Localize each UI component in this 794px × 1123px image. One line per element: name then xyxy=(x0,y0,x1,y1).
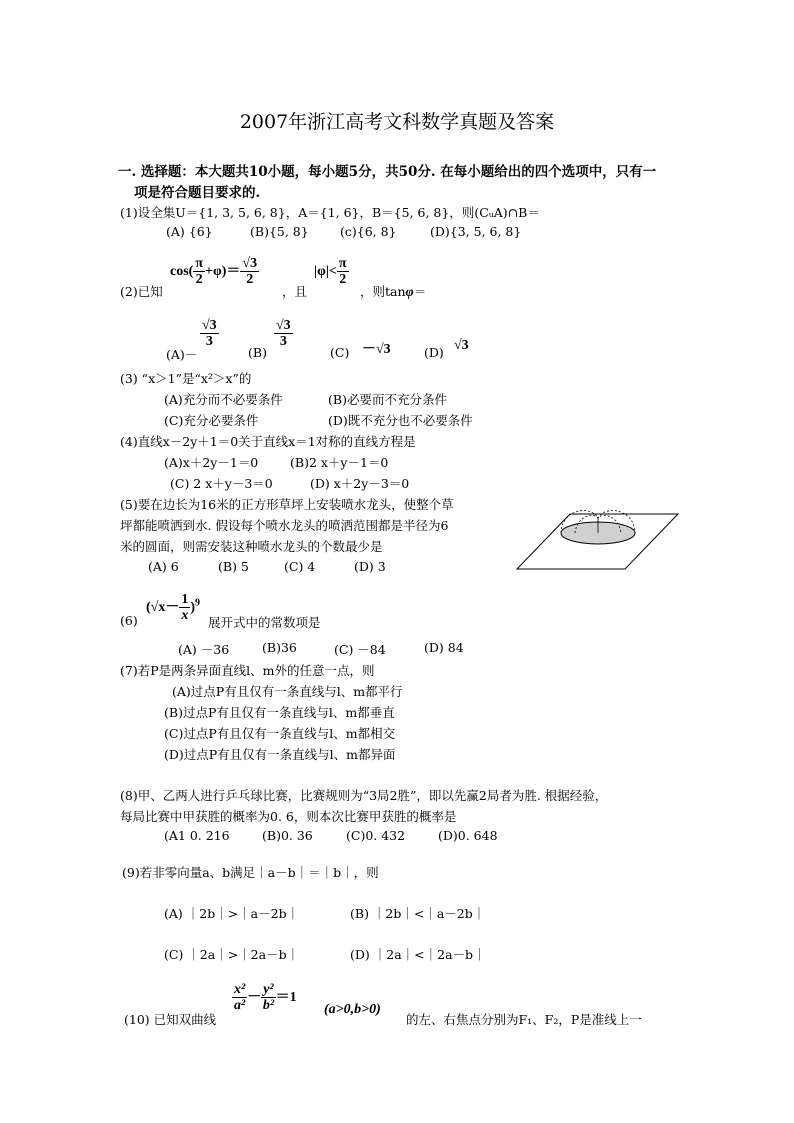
q3-option-c: (C)充分必要条件 xyxy=(164,413,259,428)
q2-tail: ，则tanφ＝ xyxy=(360,284,427,300)
page-title: 2007年浙江高考文科数学真题及答案 xyxy=(239,111,555,133)
q6-binomial-expr: (√x－ $\frac{1}{x}$ )$^9$ xyxy=(146,592,201,624)
sprinkler-figure xyxy=(515,500,680,572)
q2-mid: ，且 xyxy=(282,284,308,299)
q10-hyperbola-equation: $\frac{\text{x²}}{\text{a²}}$ － $\frac{\text{y²}}{\text{b²}}$ ＝1 xyxy=(234,982,297,1014)
question-5-line1: (5)要在边长为16米的正方形草坪上安装喷水龙头，使整个草 xyxy=(120,497,454,512)
q6-option-a: (A) －36 xyxy=(178,642,230,657)
question-9-stem: (9)若非零向量a、b满足｜a－b｜＝｜b｜，则 xyxy=(122,865,379,880)
section-heading: 一. 选择题：本大题共10小题，每小题5分，共50分. 在每小题给出的四个选项中，只有一 xyxy=(118,164,657,180)
q2-option-b-value: $\frac{√3}{3}$ xyxy=(276,318,291,350)
q8-option-c: (C)0. 432 xyxy=(346,828,406,843)
q3-option-a: (A)充分而不必要条件 xyxy=(164,392,283,407)
question-8-line2: 每局比赛中甲获胜的概率为0. 6，则本次比赛甲获胜的概率是 xyxy=(120,809,457,824)
q1-option-a: (A) {6} xyxy=(166,224,213,239)
q2-cos-formula: cos( $\frac{\pi}{2}$ +φ)＝ $\frac{√3}{2}$ xyxy=(170,256,258,288)
q5-option-a: (A) 6 xyxy=(148,559,179,574)
question-1-stem: (1)设全集U＝{1, 3, 5, 6, 8}，A＝{1, 6}，B＝{5, 6, 8}，则(CᵤA)∩B＝ xyxy=(120,205,540,220)
q2-option-a: (A)－ xyxy=(166,347,198,362)
question-5-line2: 坪都能喷洒到水. 假设每个喷水龙头的喷洒范围都是半径为6 xyxy=(120,518,449,533)
q2-option-d: (D) xyxy=(424,345,444,360)
q7-option-d: (D)过点P有且仅有一条直线与l、m都异面 xyxy=(164,747,396,762)
q2-option-a-value: $\frac{√3}{3}$ xyxy=(202,318,217,350)
q4-option-d: (D) x＋2y－3＝0 xyxy=(310,476,410,491)
q6-lead: (6) xyxy=(120,613,138,628)
q9-option-d: (D) ｜2a｜<｜2a－b｜ xyxy=(350,947,486,962)
q3-option-b: (B)必要而不充分条件 xyxy=(328,392,447,407)
q5-option-b: (B) 5 xyxy=(218,559,249,574)
q3-option-d: (D)既不充分也不必要条件 xyxy=(328,413,473,428)
question-4-stem: (4)直线x－2y＋1＝0关于直线x＝1对称的直线方程是 xyxy=(120,434,416,449)
q6-option-c: (C) －84 xyxy=(334,642,386,657)
q4-option-c: (C) 2 x＋y－3＝0 xyxy=(170,476,273,491)
q6-stem: 展开式中的常数项是 xyxy=(208,615,321,630)
q2-option-d-value: √3 xyxy=(454,338,469,353)
q1-option-b: (B){5, 8} xyxy=(250,224,309,239)
question-8-line1: (8)甲、乙两人进行乒乓球比赛，比赛规则为“3局2胜”，即以先赢2局者为胜. 根据经验， xyxy=(120,788,608,803)
question-3-stem: (3) “x＞1”是“x²＞x”的 xyxy=(120,371,252,386)
q6-option-b: (B)36 xyxy=(262,640,297,655)
q8-option-a: (A1 0. 216 xyxy=(164,828,230,843)
q2-option-c-value: －√3 xyxy=(362,342,391,357)
q2-option-c: (C) xyxy=(330,345,350,360)
q8-option-b: (B)0. 36 xyxy=(262,828,313,843)
q7-option-c: (C)过点P有且仅有一条直线与l、m都相交 xyxy=(164,726,396,741)
question-7-stem: (7)若P是两条异面直线l、m外的任意一点，则 xyxy=(120,663,375,678)
q6-option-d: (D) 84 xyxy=(424,640,464,655)
q7-option-a: (A)过点P有且仅有一条直线与l、m都平行 xyxy=(172,684,403,699)
q5-option-d: (D) 3 xyxy=(354,559,386,574)
q4-option-b: (B)2 x＋y－1＝0 xyxy=(290,455,389,470)
section-heading-cont: 项是符合题目要求的. xyxy=(134,185,261,201)
q10-lead: (10) 已知双曲线 xyxy=(124,1012,217,1027)
q2-abs-phi: |φ|< $\frac{\pi}{2}$ xyxy=(314,256,347,288)
q7-option-b: (B)过点P有且仅有一条直线与l、m都垂直 xyxy=(164,705,395,720)
q9-option-c: (C) ｜2a｜>｜2a－b｜ xyxy=(164,947,300,962)
q10-condition: (a>0,b>0) xyxy=(324,1002,381,1017)
q4-option-a: (A)x＋2y－1＝0 xyxy=(164,455,259,470)
question-5-line3: 米的圆面，则需安装这种喷水龙头的个数最少是 xyxy=(120,539,383,554)
q8-option-d: (D)0. 648 xyxy=(438,828,498,843)
q9-option-b: (B) ｜2b｜<｜a－2b｜ xyxy=(350,906,486,921)
q5-option-c: (C) 4 xyxy=(284,559,316,574)
q1-option-d: (D){3, 5, 6, 8} xyxy=(430,224,522,239)
q9-option-a: (A) ｜2b｜>｜a－2b｜ xyxy=(164,906,300,921)
q10-tail: 的左、右焦点分别为F₁、F₂，P是准线上一 xyxy=(406,1012,642,1027)
q2-option-b: (B) xyxy=(248,345,267,360)
q2-lead: (2)已知 xyxy=(120,284,163,299)
q1-option-c: (c){6, 8} xyxy=(340,224,397,239)
